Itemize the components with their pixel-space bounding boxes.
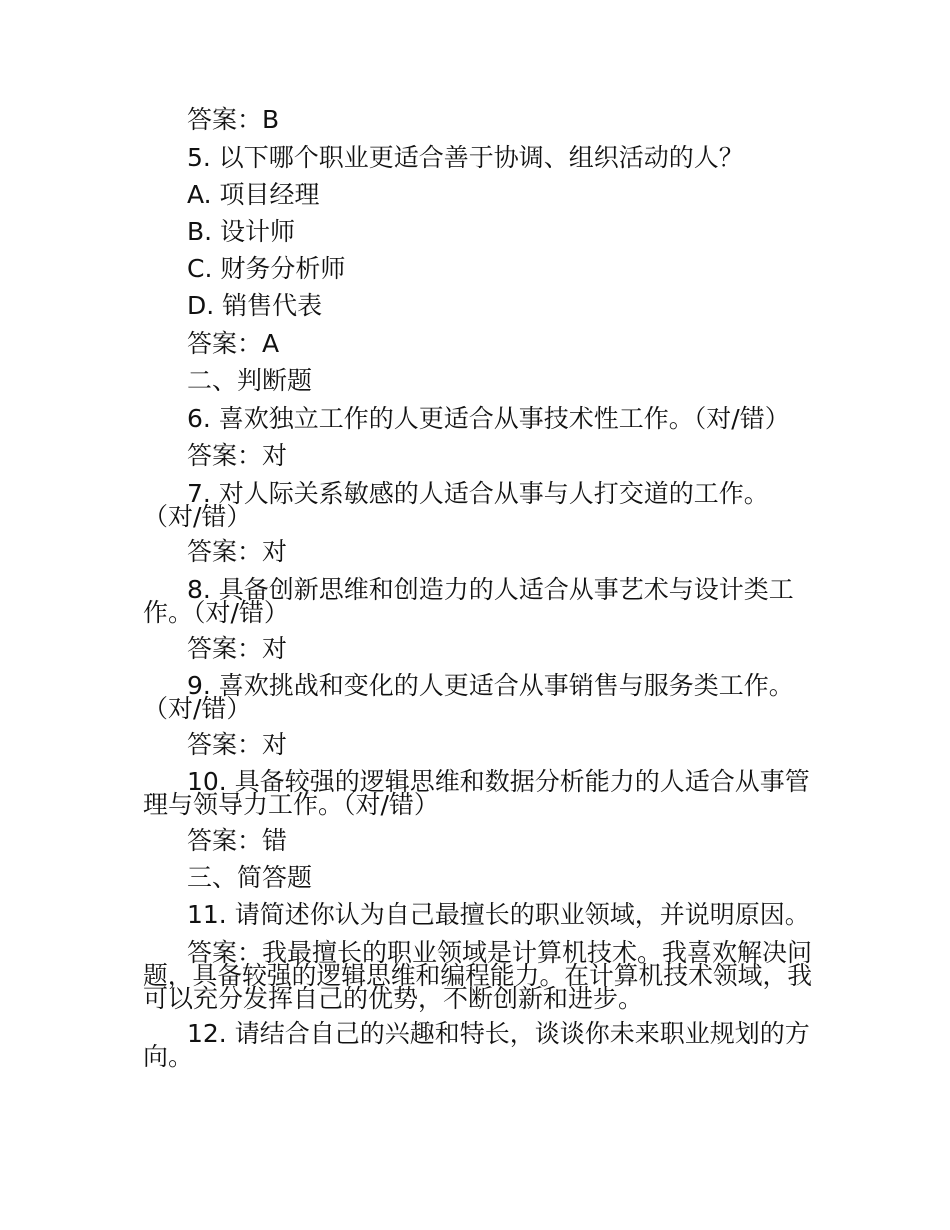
q9-answer: 答案：对 — [187, 730, 288, 759]
section-2-title: 二、判断题 — [187, 366, 313, 395]
q11-question: 11. 请简述你认为自己最擅长的职业领域，并说明原因。 — [187, 900, 810, 929]
q12-question-line-1: 12. 请结合自己的兴趣和特长，谈谈你未来职业规划的方 — [187, 1019, 810, 1048]
q7-question-line-2: （对/错） — [143, 502, 252, 531]
q5-option-b: B. 设计师 — [187, 217, 296, 246]
q11-answer-line-1: 答案：我最擅长的职业领域是计算机技术。我喜欢解决问 — [187, 938, 813, 967]
q10-question-line-2: 理与领导力工作。（对/错） — [143, 790, 439, 819]
q5-option-d: D. 销售代表 — [187, 291, 323, 320]
q4-answer: 答案：B — [187, 105, 280, 134]
section-3-title: 三、简答题 — [187, 863, 313, 892]
q7-question-line-1: 7. 对人际关系敏感的人适合从事与人打交道的工作。 — [187, 479, 769, 508]
q8-question-line-2: 作。（对/错） — [143, 598, 289, 627]
q9-question-line-2: （对/错） — [143, 694, 252, 723]
q8-question-line-1: 8. 具备创新思维和创造力的人适合从事艺术与设计类工 — [187, 575, 794, 604]
q9-question-line-1: 9. 喜欢挑战和变化的人更适合从事销售与服务类工作。 — [187, 671, 794, 700]
q5-option-c: C. 财务分析师 — [187, 254, 346, 283]
q5-answer: 答案：A — [187, 329, 280, 358]
q10-answer: 答案：错 — [187, 826, 288, 855]
q11-answer-line-3: 可以充分发挥自己的优势，不断创新和进步。 — [143, 984, 644, 1013]
q10-question-line-1: 10. 具备较强的逻辑思维和数据分析能力的人适合从事管 — [187, 767, 810, 796]
q11-answer-line-2: 题，具备较强的逻辑思维和编程能力。在计算机技术领域，我 — [143, 961, 813, 990]
q6-question: 6. 喜欢独立工作的人更适合从事技术性工作。（对/错） — [187, 404, 790, 433]
q6-answer: 答案：对 — [187, 441, 288, 470]
q5-option-a: A. 项目经理 — [187, 180, 320, 209]
q5-question: 5. 以下哪个职业更适合善于协调、组织活动的人？ — [187, 143, 744, 172]
q8-answer: 答案：对 — [187, 634, 288, 663]
q12-question-line-2: 向。 — [143, 1042, 194, 1071]
q7-answer: 答案：对 — [187, 537, 288, 566]
